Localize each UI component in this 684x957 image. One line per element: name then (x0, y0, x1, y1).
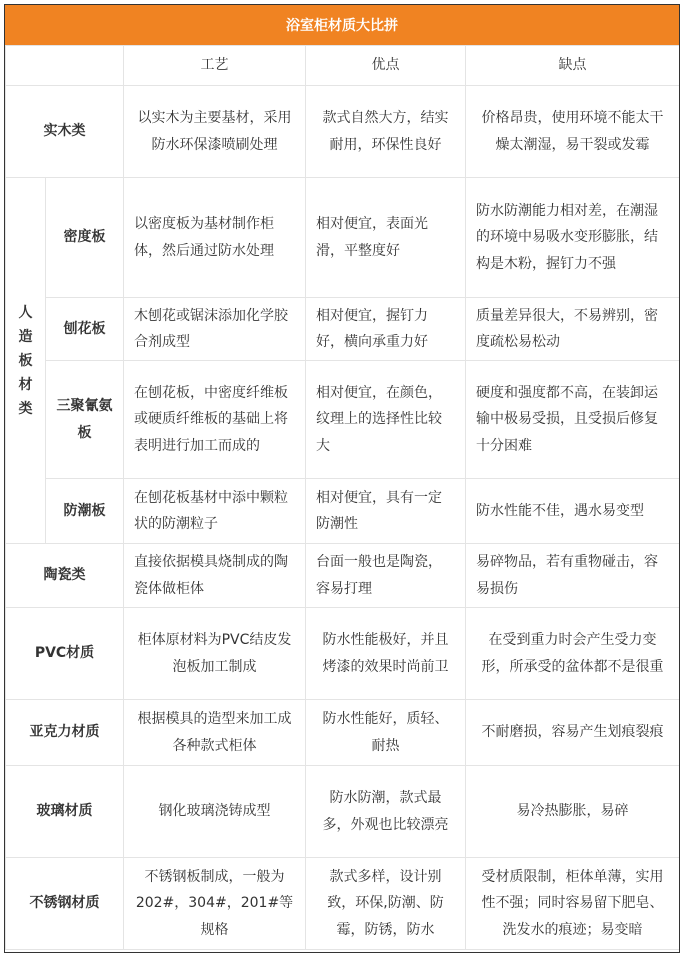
cons-cell: 易碎物品，若有重物碰击，容易损伤 (466, 544, 680, 608)
cons-cell: 质量差异很大，不易辨别，密度疏松易松动 (466, 298, 680, 361)
header-blank (6, 46, 124, 86)
craft-cell: 木刨花或锯沫添加化学胶合剂成型 (124, 298, 306, 361)
row-category: 密度板 (46, 178, 124, 298)
pros-cell: 防水性能极好，并且烤漆的效果时尚前卫 (306, 608, 466, 700)
craft-cell: 根据模具的造型来加工成各种款式柜体 (124, 700, 306, 766)
table-row (6, 608, 680, 700)
header-cons: 缺点 (466, 46, 680, 86)
group-category-artificial (6, 178, 46, 544)
table-row (6, 858, 680, 950)
table-row (6, 86, 680, 178)
pros-cell: 相对便宜，握钉力好，横向承重力好 (306, 298, 466, 361)
header-craft: 工艺 (124, 46, 306, 86)
pros-cell: 相对便宜，在颜色，纹理上的选择性比较大 (306, 361, 466, 479)
row-category: 三聚氰氨板 (46, 361, 124, 479)
row-category: 实木类 (6, 86, 124, 178)
group-category-label: 人造板材类 (18, 304, 33, 417)
cons-cell: 易冷热膨胀，易碎 (466, 766, 680, 858)
pros-cell: 防水防潮，款式最多，外观也比较漂亮 (306, 766, 466, 858)
table-row (6, 479, 680, 544)
craft-cell: 直接依据模具烧制成的陶瓷体做柜体 (124, 544, 306, 608)
craft-cell: 以密度板为基材制作柜体，然后通过防水处理 (124, 178, 306, 298)
table-row (6, 178, 680, 298)
cons-cell: 受材质限制，柜体单薄，实用性不强；同时容易留下肥皂、洗发水的痕迹；易变暗 (466, 858, 680, 950)
craft-cell: 柜体原材料为PVC结皮发泡板加工制成 (124, 608, 306, 700)
pros-cell: 相对便宜，具有一定防潮性 (306, 479, 466, 544)
cons-cell: 防水性能不佳，遇水易变型 (466, 479, 680, 544)
cons-cell: 在受到重力时会产生受力变形，所承受的盆体都不是很重 (466, 608, 680, 700)
header-pros: 优点 (306, 46, 466, 86)
pros-cell: 相对便宜，表面光滑，平整度好 (306, 178, 466, 298)
table-row (6, 361, 680, 479)
comparison-table-frame (4, 4, 680, 953)
craft-cell: 在刨花板，中密度纤维板或硬质纤维板的基础上将表明进行加工而成的 (124, 361, 306, 479)
pros-cell: 款式多样，设计别致，环保,防潮、防霉，防锈，防水 (306, 858, 466, 950)
header-row (6, 46, 680, 86)
table-row (6, 766, 680, 858)
pros-cell: 台面一般也是陶瓷，容易打理 (306, 544, 466, 608)
row-category: 玻璃材质 (6, 766, 124, 858)
row-category: 亚克力材质 (6, 700, 124, 766)
pros-cell: 防水性能好，质轻、耐热 (306, 700, 466, 766)
pros-cell: 款式自然大方，结实耐用，环保性良好 (306, 86, 466, 178)
row-category: 陶瓷类 (6, 544, 124, 608)
craft-cell: 以实木为主要基材，采用防水环保漆喷刷处理 (124, 86, 306, 178)
cons-cell: 价格昂贵，使用环境不能太干燥太潮湿，易干裂或发霉 (466, 86, 680, 178)
craft-cell: 不锈钢板制成，一般为202#，304#，201#等规格 (124, 858, 306, 950)
table-row (6, 298, 680, 361)
craft-cell: 在刨花板基材中添中颗粒状的防潮粒子 (124, 479, 306, 544)
cons-cell: 防水防潮能力相对差，在潮湿的环境中易吸水变形膨胀，结构是木粉，握钉力不强 (466, 178, 680, 298)
row-category: 不锈钢材质 (6, 858, 124, 950)
table-row (6, 544, 680, 608)
table-title: 浴室柜材质大比拼 (5, 5, 679, 45)
cons-cell: 硬度和强度都不高，在装卸运输中极易受损，且受损后修复十分困难 (466, 361, 680, 479)
row-category: PVC材质 (6, 608, 124, 700)
row-category: 刨花板 (46, 298, 124, 361)
comparison-table (5, 45, 680, 950)
table-row (6, 700, 680, 766)
row-category: 防潮板 (46, 479, 124, 544)
cons-cell: 不耐磨损，容易产生划痕裂痕 (466, 700, 680, 766)
craft-cell: 钢化玻璃浇铸成型 (124, 766, 306, 858)
